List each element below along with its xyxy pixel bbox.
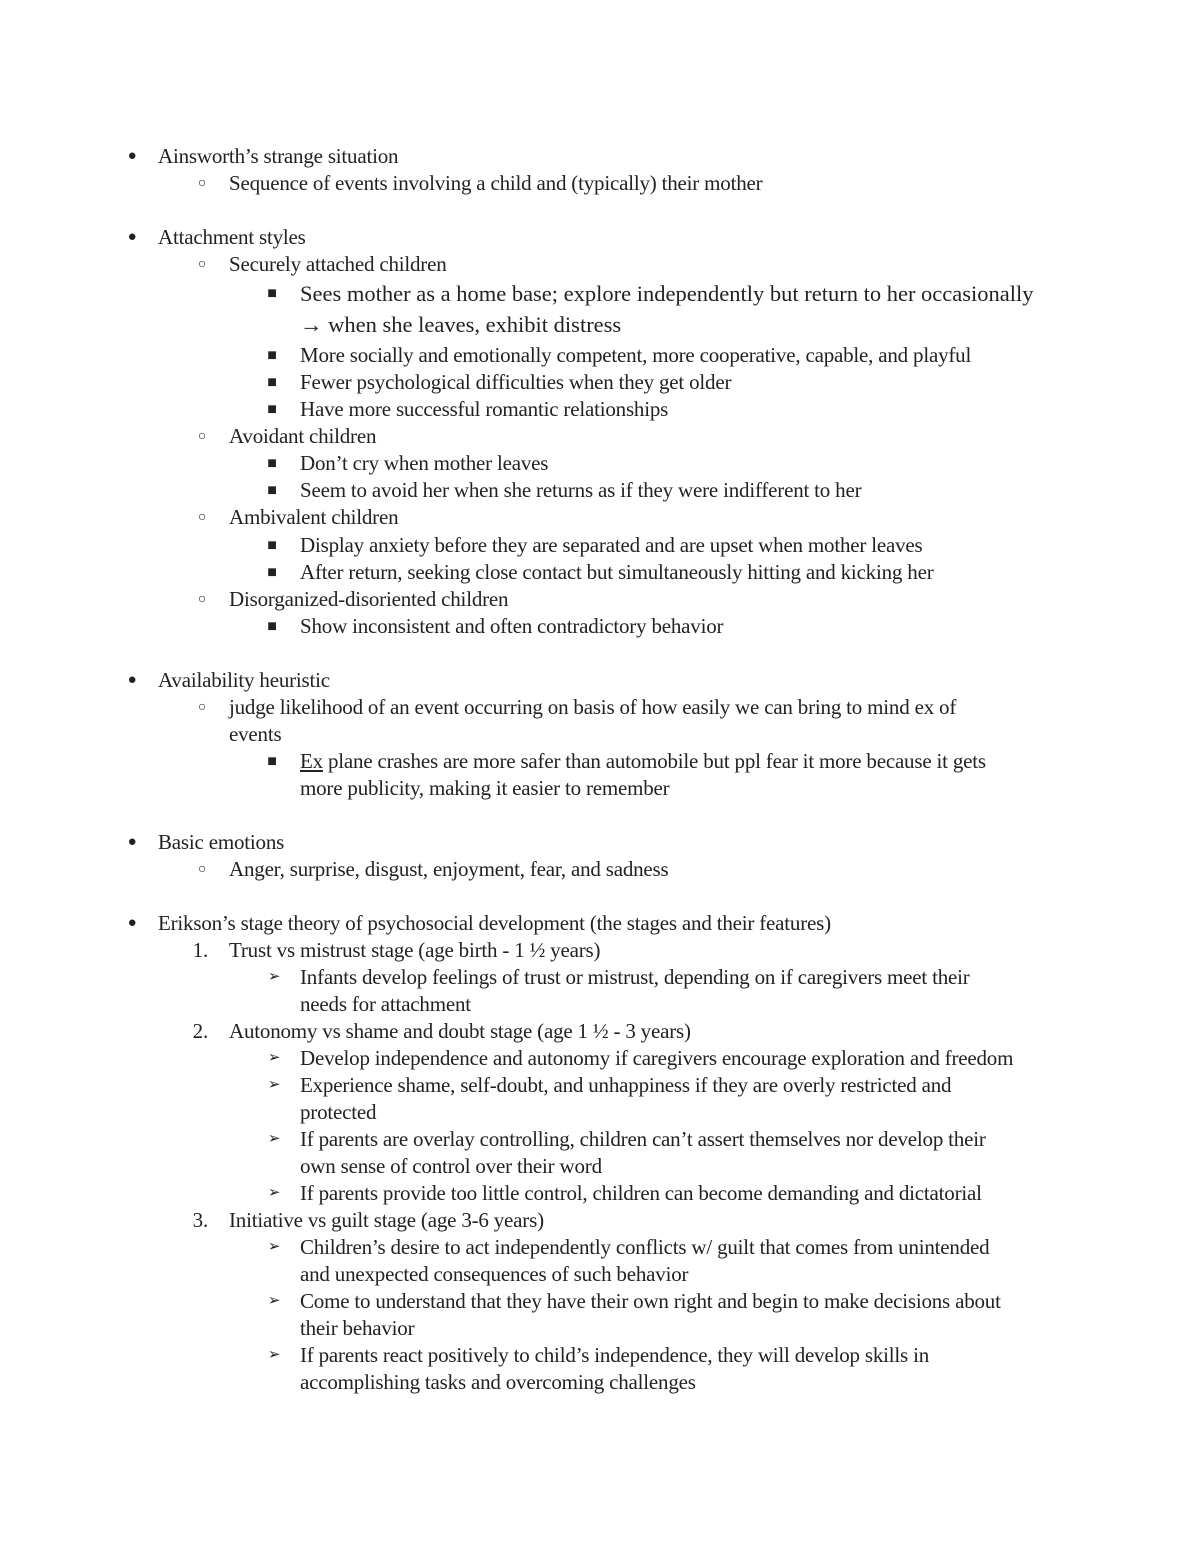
bullet-marker: ● [127, 834, 137, 850]
square-marker: ■ [267, 374, 277, 391]
stage-item: If parents react positively to child’s independence, they will develop skills in [300, 1343, 930, 1367]
stage-item: Experience shame, self-doubt, and unhappiness if they are overly restricted and [300, 1073, 952, 1097]
circle-marker: ○ [197, 429, 207, 444]
arrow-marker: ➢ [267, 969, 281, 985]
availability-example [300, 748, 986, 775]
availability-definition: judge likelihood of an event occurring on basis of how easily we can bring to mind ex of [229, 695, 957, 719]
secure-item: Have more successful romantic relationships [300, 397, 669, 421]
stage-number: 2. [192, 1019, 208, 1043]
example-label: Ex [300, 749, 323, 773]
avoidant-label: Avoidant children [229, 424, 377, 448]
stage-item-continued: own sense of control over their word [300, 1154, 602, 1178]
stage-item: Children’s desire to act independently conflicts w/ guilt that comes from unintended [300, 1235, 990, 1259]
ambivalent-label: Ambivalent children [229, 505, 399, 529]
square-marker: ■ [267, 347, 277, 364]
stage-item: If parents provide too little control, children can become demanding and dictatorial [300, 1181, 982, 1205]
circle-marker: ○ [197, 862, 207, 877]
stage-item: If parents are overlay controlling, children can’t assert themselves nor develop their [300, 1127, 986, 1151]
circle-marker: ○ [197, 257, 207, 272]
square-marker: ■ [267, 618, 277, 635]
secure-item: Fewer psychological difficulties when they get older [300, 370, 732, 394]
stage-item-continued: accomplishing tasks and overcoming challenges [300, 1370, 696, 1394]
square-marker: ■ [267, 753, 277, 770]
stage-item-continued: and unexpected consequences of such behavior [300, 1262, 689, 1286]
stage-item-continued: protected [300, 1100, 377, 1124]
disorganized-label: Disorganized-disoriented children [229, 587, 509, 611]
arrow-marker: ➢ [267, 1293, 281, 1309]
stage-item: Come to understand that they have their own right and begin to make decisions about [300, 1289, 1001, 1313]
heading-availability-heuristic: Availability heuristic [158, 668, 330, 692]
secure-item-continued: → when she leaves, exhibit distress [300, 312, 622, 337]
circle-marker: ○ [197, 592, 207, 607]
bullet-marker: ● [127, 672, 137, 688]
stage-number: 1. [192, 938, 208, 962]
stage-number: 3. [192, 1208, 208, 1232]
avoidant-item: Seem to avoid her when she returns as if they were indifferent to her [300, 478, 862, 502]
square-marker: ■ [267, 285, 277, 302]
square-marker: ■ [267, 564, 277, 581]
stage-label: Autonomy vs shame and doubt stage (age 1 ½ - 3 years) [229, 1019, 691, 1043]
ainsworth-detail: Sequence of events involving a child and (typically) their mother [229, 171, 763, 195]
ambivalent-item: After return, seeking close contact but simultaneously hitting and kicking her [300, 560, 934, 584]
secure-label: Securely attached children [229, 252, 447, 276]
heading-attachment-styles: Attachment styles [158, 225, 306, 249]
arrow-marker: ➢ [267, 1050, 281, 1066]
emotions-list: Anger, surprise, disgust, enjoyment, fear, and sadness [229, 857, 669, 881]
arrow-marker: ➢ [267, 1077, 281, 1093]
secure-item: More socially and emotionally competent, more cooperative, capable, and playful [300, 343, 972, 367]
stage-item-continued: needs for attachment [300, 992, 471, 1016]
stage-label: Trust vs mistrust stage (age birth - 1 ½ years) [229, 938, 601, 962]
arrow-marker: ➢ [267, 1185, 281, 1201]
bullet-marker: ● [127, 229, 137, 245]
stage-item: Develop independence and autonomy if caregivers encourage exploration and freedom [300, 1046, 1014, 1070]
stage-item: Infants develop feelings of trust or mistrust, depending on if caregivers meet their [300, 965, 970, 989]
square-marker: ■ [267, 537, 277, 554]
circle-marker: ○ [197, 700, 207, 715]
bullet-marker: ● [127, 915, 137, 931]
disorganized-item: Show inconsistent and often contradictory behavior [300, 614, 724, 638]
arrow-marker: ➢ [267, 1239, 281, 1255]
circle-marker: ○ [197, 176, 207, 191]
arrow-marker: ➢ [267, 1131, 281, 1147]
stage-label: Initiative vs guilt stage (age 3-6 years) [229, 1208, 544, 1232]
heading-erikson: Erikson’s stage theory of psychosocial development (the stages and their features) [158, 911, 831, 935]
square-marker: ■ [267, 401, 277, 418]
square-marker: ■ [267, 482, 277, 499]
secure-item: Sees mother as a home base; explore independently but return to her occasionally [300, 281, 1034, 306]
availability-example-continued: more publicity, making it easier to remember [300, 776, 670, 800]
avoidant-item: Don’t cry when mother leaves [300, 451, 549, 475]
heading-ainsworth: Ainsworth’s strange situation [158, 144, 399, 168]
circle-marker: ○ [197, 510, 207, 525]
availability-definition-continued: events [229, 722, 282, 746]
arrow-marker: ➢ [267, 1347, 281, 1363]
stage-item-continued: their behavior [300, 1316, 415, 1340]
heading-basic-emotions: Basic emotions [158, 830, 285, 854]
ambivalent-item: Display anxiety before they are separated and are upset when mother leaves [300, 533, 923, 557]
square-marker: ■ [267, 455, 277, 472]
example-text: plane crashes are more safer than automobile but ppl fear it more because it gets [322, 749, 986, 773]
bullet-marker: ● [127, 148, 137, 164]
